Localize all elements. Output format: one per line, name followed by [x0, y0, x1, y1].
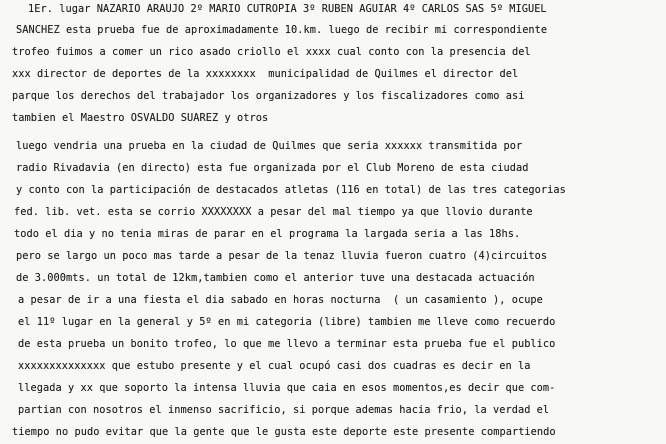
document-line: radio Rivadavia (en directo) esta fue organizada por el Club Moreno de esta ciudad: [16, 162, 529, 174]
document-line: todo el dia y no tenia miras de parar en el programa la largada seria a las 18hs.: [14, 228, 521, 240]
document-line: partian con nosotros el inmenso sacrificio, si porque ademas hacia frio, la verdad el: [18, 404, 550, 416]
document-line: a pesar de ir a una fiesta el dia sabado en horas nocturna ( un casamiento ), ocupe: [18, 294, 543, 306]
document-line: llegada y xx que soporto la intensa lluvia que caia en esos momentos,es decir que com-: [18, 382, 556, 394]
document-line: 1Er. lugar NAZARIO ARAUJO 2º MARIO CUTROPIA 3º RUBEN AGUIAR 4º CARLOS SAS 5º MIGUEL: [28, 3, 547, 15]
document-line: luego vendria una prueba en la ciudad de Quilmes que seria xxxxxx transmitida por: [16, 140, 523, 152]
document-line: tambien el Maestro OSVALDO SUAREZ y otros: [12, 112, 269, 124]
document-line: trofeo fuimos a comer un rico asado criollo el xxxx cual conto con la presencia del: [12, 46, 531, 58]
document-line: fed. lib. vet. esta se corrio XXXXXXXX a pesar del mal tiempo ya que llovio durante: [14, 206, 533, 218]
document-line: y conto con la participación de destacados atletas (116 en total) de las tres categorias: [16, 184, 566, 196]
document-line: xxxxxxxxxxxxxx que estubo presente y el cual ocupó casi dos cuadras es decir en la: [18, 360, 531, 372]
document-line: SANCHEZ esta prueba fue de aproximadamente 10.km. luego de recibir mi correspondiente: [16, 24, 548, 36]
document-line: pero se largo un poco mas tarde a pesar de la tenaz lluvia fueron cuatro (4)circuitos: [16, 250, 548, 262]
document-line: de esta prueba un bonito trofeo, lo que me llevo a terminar esta prueba fue el publico: [18, 338, 556, 350]
document-line: parque los derechos del trabajador los organizadores y los fiscalizadores como asi: [12, 90, 525, 102]
document-line: xxx director de deportes de la xxxxxxxx municipalidad de Quilmes el director del: [12, 68, 519, 80]
document-line: de 3.000mts. un total de 12km,tambien como el anterior tuve una destacada actuación: [16, 272, 535, 284]
document-line: tiempo no pudo evitar que la gente que le gusta este deporte este presente compartiendo: [12, 426, 556, 438]
document-line: el 11º lugar en la general y 5º en mi categoria (libre) tambien me lleve como recuerdo: [18, 316, 556, 328]
